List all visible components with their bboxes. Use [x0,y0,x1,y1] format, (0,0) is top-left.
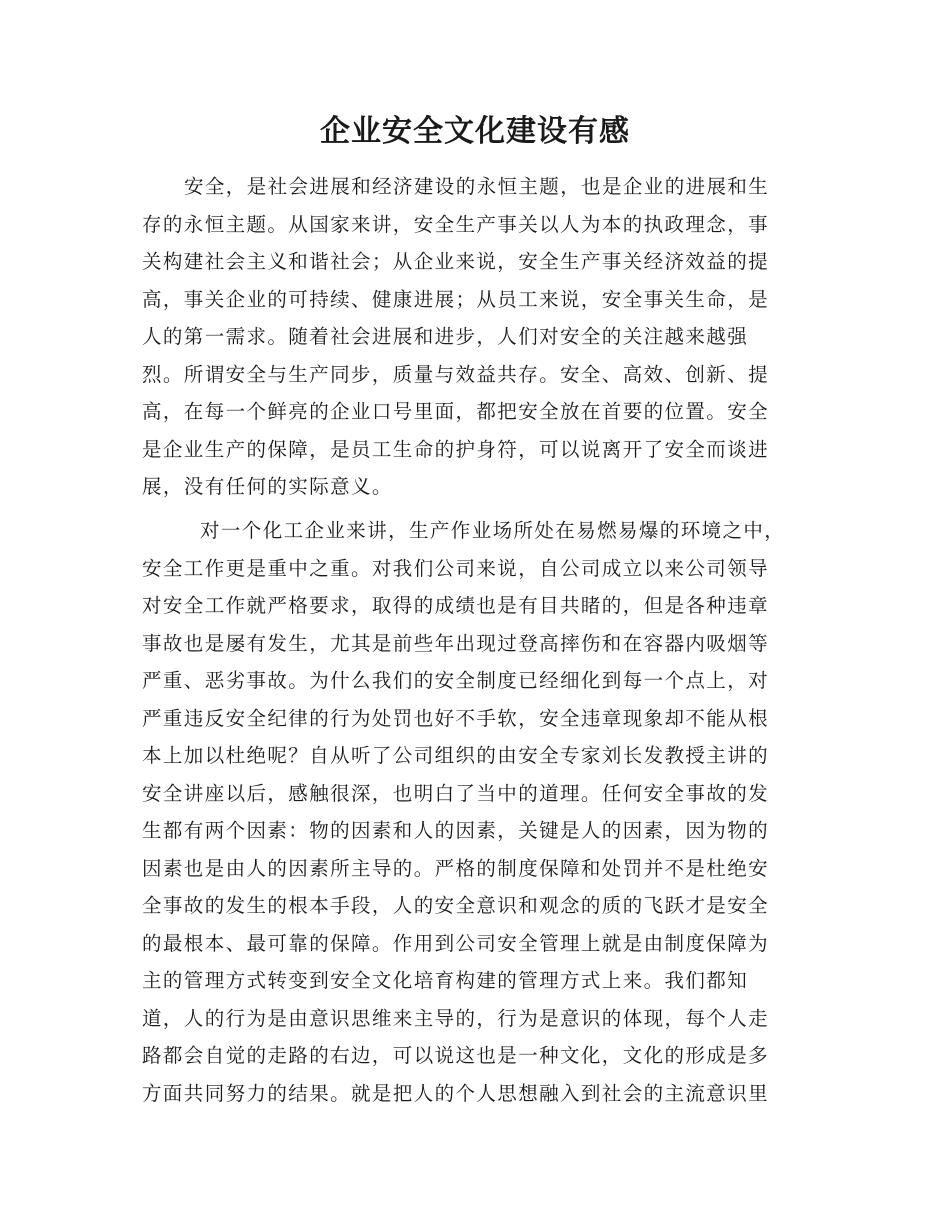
paragraph-line: 对一个化工企业来讲，生产作业场所处在易燃易爆的环境之中， [200,519,786,542]
paragraph-line: 严重、恶劣事故。为什么我们的安全制度已经细化到每一个点上，对 [142,669,770,692]
paragraph-line: 的最根本、最可靠的保障。作用到公司安全管理上就是由制度保障为 [142,931,770,955]
paragraph-line: 因素也是由人的因素所主导的。严格的制度保障和处罚并不是杜绝安 [142,856,770,880]
paragraph-line: 高，在每一个鲜亮的企业口号里面，都把安全放在首要的位置。安全 [142,400,770,423]
paragraph-line: 主的管理方式转变到安全文化培育构建的管理方式上来。我们都知 [142,969,749,992]
paragraph-line: 安全工作更是重中之重。对我们公司来说，自公司成立以来公司领导 [142,556,770,580]
document-title: 企业安全文化建设有感 [320,114,630,149]
paragraph-line: 烈。所谓安全与生产同步，质量与效益共存。安全、高效、创新、提 [142,362,770,386]
paragraph-line: 严重违反安全纪律的行为处罚也好不手软，安全违章现象却不能从根 [142,706,770,730]
paragraph-line: 对安全工作就严格要求，取得的成绩也是有目共睹的，但是各种违章 [142,594,770,617]
paragraph-line: 安全讲座以后，感触很深，也明白了当中的道理。任何安全事故的发 [142,781,770,805]
paragraph-line: 方面共同努力的结果。就是把人的个人思想融入到社会的主流意识里 [142,1081,770,1105]
paragraph-line: 高，事关企业的可持续、健康进展；从员工来说，安全事关生命，是 [142,287,770,311]
paragraph-line: 展，没有任何的实际意义。 [142,475,393,498]
paragraph-line: 安全，是社会进展和经济建设的永恒主题，也是企业的进展和生 [184,175,770,198]
paragraph-line: 路都会自觉的走路的右边，可以说这也是一种文化，文化的形成是多 [142,1044,770,1067]
paragraph-line: 全事故的发生的根本手段，人的安全意识和观念的质的飞跃才是安全 [142,894,770,917]
paragraph-line: 事故也是屡有发生，尤其是前些年出现过登高摔伤和在容器内吸烟等 [142,631,770,655]
paragraph-line: 存的永恒主题。从国家来讲，安全生产事关以人为本的执政理念，事 [142,212,770,236]
paragraph-line: 人的第一需求。随着社会进展和进步，人们对安全的关注越来越强 [142,325,749,348]
paragraph-1 [142,168,802,506]
paragraph-line: 道，人的行为是由意识思维来主导的，行为是意识的体现，每个人走 [142,1006,770,1030]
paragraph-line: 关构建社会主义和谐社会；从企业来说，安全生产事关经济效益的提 [142,250,770,273]
paragraph-2 [142,512,802,1112]
paragraph-line: 是企业生产的保障，是员工生命的护身符，可以说离开了安全而谈进 [142,437,770,461]
paragraph-line: 生都有两个因素：物的因素和人的因素，关键是人的因素，因为物的 [142,819,770,842]
paragraph-line: 本上加以杜绝呢？自从听了公司组织的由安全专家刘长发教授主讲的 [142,744,770,767]
